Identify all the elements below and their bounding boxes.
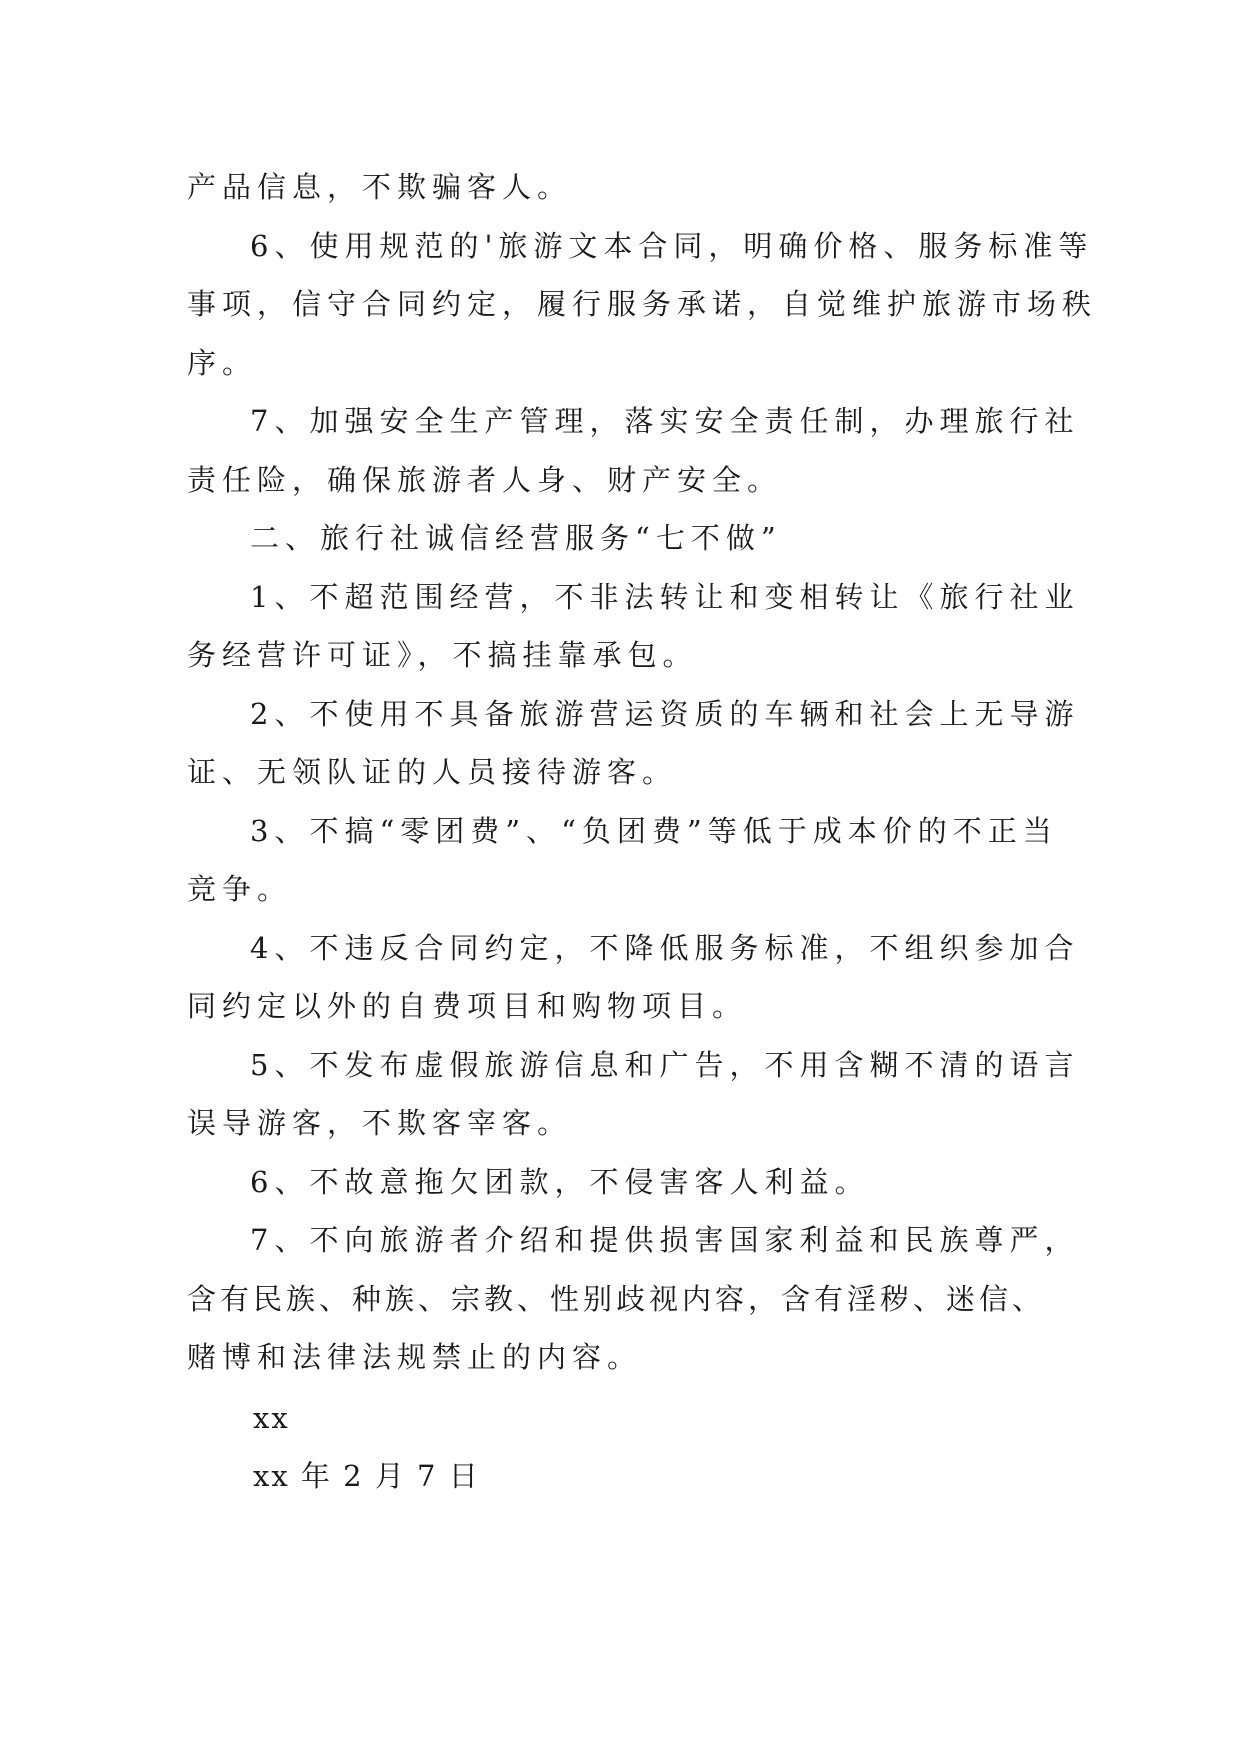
text-line: 序。 bbox=[187, 345, 258, 380]
text-line: 赌博和法律法规禁止的内容。 bbox=[187, 1340, 643, 1374]
text-line: 含有民族、种族、宗教、性别歧视内容，含有淫秽、迷信、 bbox=[187, 1281, 1046, 1316]
text-line: 产品信息，不欺骗客人。 bbox=[187, 170, 573, 204]
signature-name: xx bbox=[253, 1400, 290, 1435]
signature-date: xx 年 2 月 7 日 bbox=[253, 1459, 480, 1493]
section-heading: 二、旅行社诚信经营服务“七不做” bbox=[250, 521, 782, 555]
text-line: 3、不搞“零团费”、“负团费”等低于成本价的不正当 bbox=[250, 813, 1058, 848]
text-line: 证、无领队证的人员接待游客。 bbox=[187, 755, 678, 789]
document-body bbox=[187, 158, 1098, 1506]
text-line: 6、不故意拖欠团款，不侵害客人利益。 bbox=[250, 1164, 870, 1199]
text-line: 责任险，确保旅游者人身、财产安全。 bbox=[187, 462, 783, 497]
text-line: 务经营许可证》，不搞挂靠承包。 bbox=[187, 638, 698, 672]
text-line: 7、加强安全生产管理，落实安全责任制，办理旅行社 bbox=[250, 404, 1080, 438]
text-line: 竞争。 bbox=[187, 872, 293, 906]
text-line: 2、不使用不具备旅游营运资质的车辆和社会上无导游 bbox=[250, 696, 1080, 731]
text-line: 4、不违反合同约定，不降低服务标准，不组织参加合 bbox=[250, 930, 1080, 965]
text-line: 事项，信守合同约定，履行服务承诺，自觉维护旅游市场秩 bbox=[187, 287, 1098, 321]
text-line: 同约定以外的自费项目和购物项目。 bbox=[187, 989, 748, 1023]
text-line: 误导游客，不欺客宰客。 bbox=[187, 1106, 573, 1140]
text-line: 7、不向旅游者介绍和提供损害国家利益和民族尊严， bbox=[250, 1223, 1080, 1257]
text-line: 6、使用规范的'旅游文本合同，明确价格、服务标准等 bbox=[250, 228, 1094, 263]
text-line: 5、不发布虚假旅游信息和广告，不用含糊不清的语言 bbox=[250, 1047, 1080, 1082]
text-line: 1、不超范围经营，不非法转让和变相转让《旅行社业 bbox=[250, 579, 1080, 614]
